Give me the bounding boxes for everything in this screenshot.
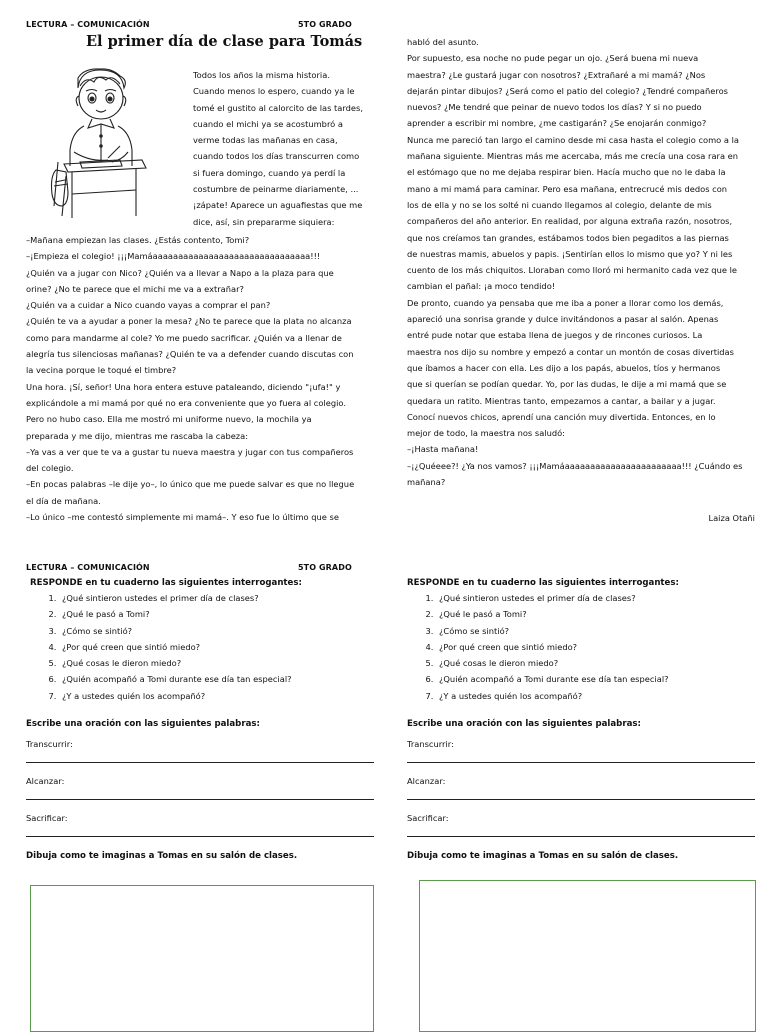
worksheet-header-grade: 5TO GRADO	[298, 563, 352, 572]
story-line: que íbamos a hacer con ella. Les dijo a los papás, abuelos, tíos y hermanos	[407, 362, 721, 373]
question-item: 3. ¿Cómo se sintió?	[436, 623, 757, 639]
question-item: 1. ¿Qué sintieron ustedes el primer día de clases?	[59, 590, 376, 606]
intro-line: ¡zápate! Aparece un aguafiestas que me	[193, 200, 363, 211]
story-line: cambian el pañal: ¡a moco tendido!	[407, 281, 556, 292]
story-line: que nos creíamos tan grandes, estábamos todos bien pegaditos a las piernas	[407, 232, 729, 243]
question-item: 7. ¿Y a ustedes quién los acompañó?	[436, 688, 757, 704]
story-line: Pero no hubo caso. Ella me mostró mi uniforme nuevo, la mochila ya	[26, 414, 312, 425]
story-line: preparada y me dijo, mientras me rascaba la cabeza:	[26, 430, 249, 441]
story-line: el estómago que no me dejaba respirar bien. Hacía mucho que no le daba la	[407, 167, 726, 178]
story-line: –¡Empieza el colegio! ¡¡¡Mamáaaaaaaaaaaaaaaaaaaaaaaaaaaaaaaa!!!	[26, 251, 321, 262]
boy-at-desk-illustration	[50, 66, 150, 226]
story-line: –¡Hasta mañana!	[407, 444, 479, 455]
answer-line[interactable]	[26, 762, 374, 763]
sentences-heading: Escribe una oración con las siguientes palabras:	[26, 719, 260, 730]
header-subject: LECTURA – COMUNICACIÓN	[26, 20, 150, 29]
story-line: explicándole a mi mamá por qué no era conveniente que yo fuera al colegio.	[26, 397, 346, 408]
story-line: entré pude notar que estaba llena de juegos y de rincones curiosos. La	[407, 330, 703, 341]
word-label: Sacrificar:	[26, 813, 68, 824]
draw-heading: Dibuja como te imaginas a Tomas en su salón de clases.	[407, 851, 679, 862]
story-line: Conocí nuevos chicos, aprendí una canción muy divertida. Entonces, en lo	[407, 411, 716, 422]
story-line: como para mandarme al cole? Yo me puedo sacrificar. ¿Quién va a llenar de	[26, 332, 342, 343]
answer-line[interactable]	[407, 762, 755, 763]
story-line: del colegio.	[26, 463, 74, 474]
question-item: 4. ¿Por qué creen que sintió miedo?	[59, 639, 376, 655]
draw-heading: Dibuja como te imaginas a Tomas en su salón de clases.	[26, 851, 298, 862]
story-line: mañana siguiente. Mientras más me acercaba, más me crecía una cosa rara en	[407, 151, 739, 162]
story-line: el día de mañana.	[26, 495, 101, 506]
intro-line: tomé el gustito al calorcito de las tardes,	[193, 102, 363, 113]
intro-line: verme todas las mañanas en casa,	[193, 135, 338, 146]
story-right-column	[407, 34, 742, 490]
intro-line: si fuera domingo, cuando ya perdí la	[193, 167, 346, 178]
question-item: 3. ¿Cómo se sintió?	[59, 623, 376, 639]
word-label: Sacrificar:	[407, 813, 449, 824]
story-line: dejarán pintar dibujos? ¿Será como el patio del colegio? ¿Tendré compañeros	[407, 85, 728, 96]
question-item: 6. ¿Quién acompañó a Tomi durante ese día tan especial?	[436, 671, 757, 687]
story-line: habló del asunto.	[407, 37, 479, 47]
story-line: nuevos? ¿Me tendré que peinar de nuevo todos los días? Y si no puedo	[407, 102, 702, 113]
story-line: apareció una sonrisa grande y dulce invitándonos a pasar al salón. Apenas	[407, 314, 719, 325]
question-item: 7. ¿Y a ustedes quién los acompañó?	[59, 688, 376, 704]
story-line: cuento de los más chiquitos. Lloraban como lloró mi hermanito cada vez que le	[407, 265, 737, 276]
story-line: –En pocas palabras –le dije yo–, lo único que me puede salvar es que no llegue	[26, 479, 355, 490]
questions-heading: RESPONDE en tu cuaderno las siguientes interrogantes:	[30, 578, 302, 588]
question-item: 2. ¿Qué le pasó a Tomi?	[436, 606, 757, 622]
story-line: que si querían se podían quedar. Yo, por las dudas, le dije a mi mamá que se	[407, 379, 727, 390]
story-line: maestra? ¿Le gustará jugar con nosotros? ¿Extrañaré a mi mamá? ¿Nos	[407, 69, 706, 80]
story-line: aprender a escribir mi nombre, ¿me castigarán? ¿Se enojarán conmigo?	[407, 118, 707, 129]
story-line: compañeros del año anterior. En realidad, por alguna extraña razón, nosotros,	[407, 216, 733, 227]
story-line: mano a mi mamá para caminar. Pero esa mañana, entrecrucé mis dedos con	[407, 183, 728, 194]
boy-drawing-icon	[50, 66, 150, 226]
story-line: la vecina porque le toqué el timbre?	[26, 365, 177, 376]
word-label: Transcurrir:	[26, 739, 73, 750]
question-item: 5. ¿Qué cosas le dieron miedo?	[59, 655, 376, 671]
story-line: Una hora. ¡Sí, señor! Una hora entera estuve pataleando, diciendo "¡ufa!" y	[26, 381, 341, 392]
questions-list	[26, 590, 376, 704]
worksheet-right	[407, 578, 757, 861]
story-line: –Mañana empiezan las clases. ¿Estás contento, Tomi?	[26, 235, 250, 245]
story-line: mañana?	[407, 477, 446, 488]
story-line: ¿Quién va a jugar con Nico? ¿Quién va a llevar a Napo a la plaza para que	[26, 267, 334, 278]
story-left-column	[26, 232, 354, 525]
story-line: de nuestras mamis, abuelos y papis. ¡Sentirían ellos lo mismo que yo? Y ni les	[407, 248, 733, 259]
question-item: 1. ¿Qué sintieron ustedes el primer día de clases?	[436, 590, 757, 606]
story-intro	[193, 67, 363, 230]
question-item: 2. ¿Qué le pasó a Tomi?	[59, 606, 376, 622]
question-item: 5. ¿Qué cosas le dieron miedo?	[436, 655, 757, 671]
drawing-box-right[interactable]	[419, 880, 756, 1032]
story-line: maestra nos dijo su nombre y empezó a contar un montón de cosas divertidas	[407, 346, 734, 357]
questions-list	[407, 590, 757, 704]
story-line: alegría tus silenciosas mañanas? ¿Quién te va a defender cuando discutas con	[26, 349, 354, 360]
questions-heading: RESPONDE en tu cuaderno las siguientes interrogantes:	[407, 578, 679, 588]
story-line: quedara un ratito. Mientras tanto, empezamos a cantar, a bailar y a jugar.	[407, 395, 716, 406]
intro-line: cuando todos los días transcurren como	[193, 151, 360, 162]
story-line: ¿Quién va a cuidar a Nico cuando vayas a comprar el pan?	[26, 300, 271, 311]
worksheet-header-subject: LECTURA – COMUNICACIÓN	[26, 563, 150, 572]
question-item: 6. ¿Quién acompañó a Tomi durante ese día tan especial?	[59, 671, 376, 687]
story-line: De pronto, cuando ya pensaba que me iba a poner a llorar como los demás,	[407, 297, 724, 308]
story-line: Por supuesto, esa noche no pude pegar un ojo. ¿Será buena mi nueva	[407, 53, 699, 64]
author-signature: Laiza Otañi	[708, 513, 755, 523]
answer-line[interactable]	[407, 799, 755, 800]
story-line: –¡¿Quéeee?! ¿Ya nos vamos? ¡¡¡Mamáaaaaaaaaaaaaaaaaaaaaaaa!!! ¿Cuándo es	[407, 460, 743, 471]
sentences-heading: Escribe una oración con las siguientes palabras:	[407, 719, 641, 730]
story-line: los de ella y no se los solté ni cuando llegamos al colegio, delante de mis	[407, 199, 712, 210]
answer-line[interactable]	[407, 836, 755, 837]
story-line: mejor de todo, la maestra nos saludó:	[407, 428, 565, 439]
story-line: Nunca me pareció tan largo el camino desde mi casa hasta el colegio como a la	[407, 134, 739, 145]
question-item: 4. ¿Por qué creen que sintió miedo?	[436, 639, 757, 655]
intro-line: Todos los años la misma historia.	[193, 70, 330, 80]
story-line: orine? ¿No te parece que el michi me va a extrañar?	[26, 283, 244, 294]
intro-line: dice, así, sin prepararme siquiera:	[193, 216, 335, 227]
answer-line[interactable]	[26, 836, 374, 837]
word-label: Alcanzar:	[407, 776, 446, 787]
intro-line: cuando el michi ya se acostumbró a	[193, 118, 343, 129]
answer-line[interactable]	[26, 799, 374, 800]
drawing-box-left[interactable]	[30, 885, 374, 1032]
word-label: Transcurrir:	[407, 739, 454, 750]
worksheet-left	[26, 578, 376, 861]
story-line: –Ya vas a ver que te va a gustar tu nueva maestra y jugar con tus compañeros	[26, 446, 354, 457]
header-grade: 5TO GRADO	[298, 20, 352, 29]
word-label: Alcanzar:	[26, 776, 65, 787]
story-line: –Lo único –me contestó simplemente mi mamá–. Y eso fue lo último que se	[26, 512, 339, 523]
page-title: El primer día de clase para Tomás	[86, 33, 363, 50]
intro-line: Cuando menos lo espero, cuando ya le	[193, 86, 355, 97]
story-line: ¿Quién te va a ayudar a poner la mesa? ¿No te parece que la plata no alcanza	[26, 316, 352, 327]
intro-line: costumbre de peinarme diariamente, ...	[193, 184, 359, 195]
